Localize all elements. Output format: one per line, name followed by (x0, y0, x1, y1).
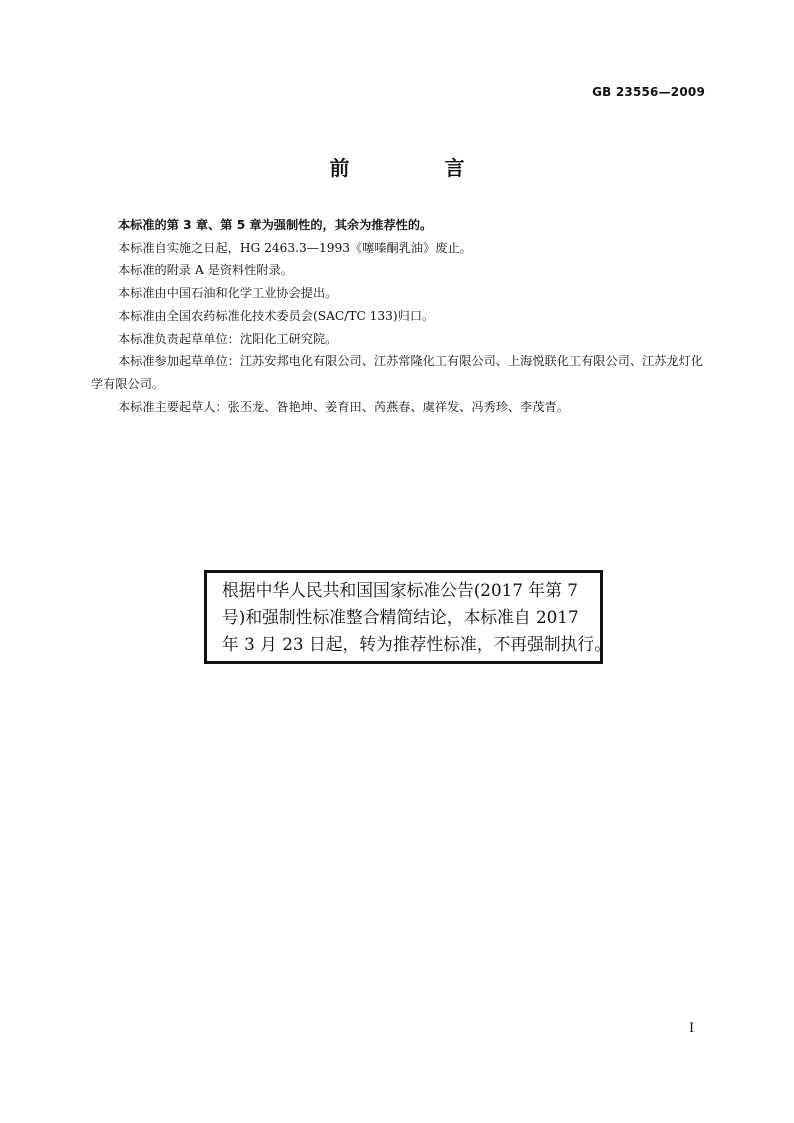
notice-line: 年 3 月 23 日起，转为推荐性标准，不再强制执行。 (222, 634, 611, 654)
foreword-body (91, 214, 706, 418)
status-notice-box (204, 570, 611, 664)
standard-number: GB 23556—2009 (592, 85, 705, 99)
paragraph-mandatory-clauses: 本标准的第 3 章、第 5 章为强制性的，其余为推荐性的。 (118, 218, 433, 232)
paragraph-annex: 本标准的附录 A 是资料性附录。 (118, 263, 293, 278)
page-number: I (689, 1021, 695, 1036)
page-title: 前 言 (329, 156, 509, 180)
paragraph-main-drafters: 本标准主要起草人：张丕龙、昝艳坤、姜育田、芮燕春、虞祥发、冯秀珍、李茂青。 (118, 399, 569, 414)
paragraph-participating-drafters: 本标准参加起草单位：江苏安邦电化有限公司、江苏常隆化工有限公司、上海悦联化工有限公司、江苏龙灯化学有限公司。 (91, 354, 703, 391)
notice-line: 根据中华人民共和国国家标准公告(2017 年第 7 (222, 580, 578, 600)
notice-line: 号)和强制性标准整合精简结论，本标准自 2017 (222, 607, 579, 627)
paragraph-responsible-drafter: 本标准负责起草单位：沈阳化工研究院。 (118, 331, 338, 346)
paragraph-proposer: 本标准由中国石油和化学工业协会提出。 (118, 286, 338, 301)
paragraph-replacement: 本标准自实施之日起，HG 2463.3—1993《噻嗪酮乳油》废止。 (118, 240, 472, 255)
paragraph-committee: 本标准由全国农药标准化技术委员会(SAC/TC 133)归口。 (118, 308, 435, 323)
